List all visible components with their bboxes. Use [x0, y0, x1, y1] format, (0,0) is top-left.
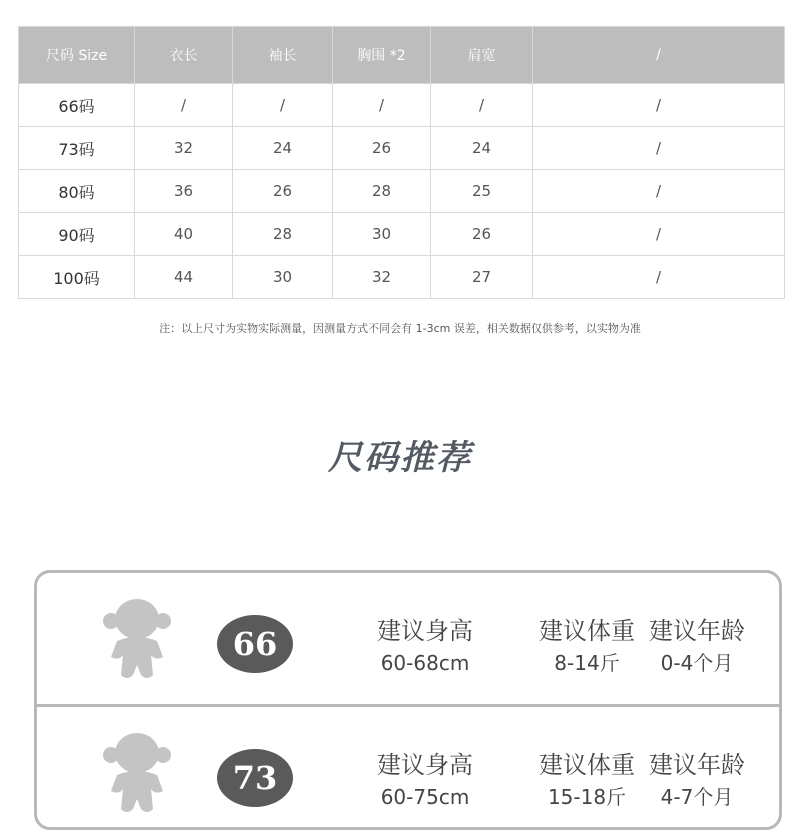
weight-label: 建议体重: [539, 617, 635, 645]
table-row: [19, 256, 785, 299]
height-info: [335, 749, 515, 813]
age-label: 建议年龄: [649, 751, 745, 779]
weight-label: 建议体重: [539, 751, 635, 779]
table-cell: 66码: [19, 84, 135, 127]
recommend-panel: [34, 570, 782, 830]
table-row: [19, 170, 785, 213]
baby-icon: [99, 729, 175, 821]
size-chart-table: [18, 26, 785, 299]
table-cell: 24: [431, 127, 533, 170]
table-cell: 90码: [19, 213, 135, 256]
header-length: 衣长: [135, 27, 233, 84]
height-label: 建议身高: [377, 617, 473, 645]
header-shoulder: 肩宽: [431, 27, 533, 84]
table-cell: 26: [333, 127, 431, 170]
table-cell: /: [135, 84, 233, 127]
header-size: 尺码 Size: [19, 27, 135, 84]
table-cell: 32: [333, 256, 431, 299]
table-cell: 28: [333, 170, 431, 213]
header-sleeve: 袖长: [233, 27, 333, 84]
table-cell: 36: [135, 170, 233, 213]
table-cell: 80码: [19, 170, 135, 213]
table-cell: /: [333, 84, 431, 127]
table-cell: 26: [233, 170, 333, 213]
table-cell: /: [533, 170, 785, 213]
table-cell: /: [533, 213, 785, 256]
table-cell: /: [233, 84, 333, 127]
age-value: 4-7个月: [660, 785, 734, 809]
height-info: [335, 615, 515, 679]
size-badge: 73: [217, 749, 293, 807]
weight-value: 15-18斤: [547, 785, 627, 809]
table-header-row: [19, 27, 785, 84]
table-row: [19, 127, 785, 170]
weight-value: 8-14斤: [554, 651, 620, 675]
baby-icon: [99, 595, 175, 687]
header-chest: 胸围 *2: [333, 27, 431, 84]
table-cell: 30: [333, 213, 431, 256]
recommend-row: [37, 573, 779, 703]
height-label: 建议身高: [377, 751, 473, 779]
table-cell: 28: [233, 213, 333, 256]
table-cell: 73码: [19, 127, 135, 170]
table-cell: /: [533, 84, 785, 127]
table-cell: 30: [233, 256, 333, 299]
table-cell: 40: [135, 213, 233, 256]
age-label: 建议年龄: [649, 617, 745, 645]
table-cell: /: [533, 256, 785, 299]
table-cell: /: [533, 127, 785, 170]
recommend-title: 尺码推荐: [328, 438, 472, 478]
height-value: 60-75cm: [380, 785, 470, 809]
measurement-note: 注：以上尺寸为实物实际测量，因测量方式不同会有 1-3cm 误差，相关数据仅供参考，以实物为准: [159, 322, 641, 335]
age-info: [637, 749, 757, 813]
table-cell: 26: [431, 213, 533, 256]
table-row: [19, 84, 785, 127]
table-cell: 24: [233, 127, 333, 170]
table-cell: 44: [135, 256, 233, 299]
age-value: 0-4个月: [660, 651, 734, 675]
table-cell: /: [431, 84, 533, 127]
table-cell: 25: [431, 170, 533, 213]
recommend-row: [37, 707, 779, 837]
size-badge: 66: [217, 615, 293, 673]
table-cell: 27: [431, 256, 533, 299]
table-row: [19, 213, 785, 256]
cropped-top-heading: [0, 0, 800, 6]
age-info: [637, 615, 757, 679]
table-cell: 32: [135, 127, 233, 170]
header-blank: /: [533, 27, 785, 84]
table-cell: 100码: [19, 256, 135, 299]
height-value: 60-68cm: [380, 651, 470, 675]
